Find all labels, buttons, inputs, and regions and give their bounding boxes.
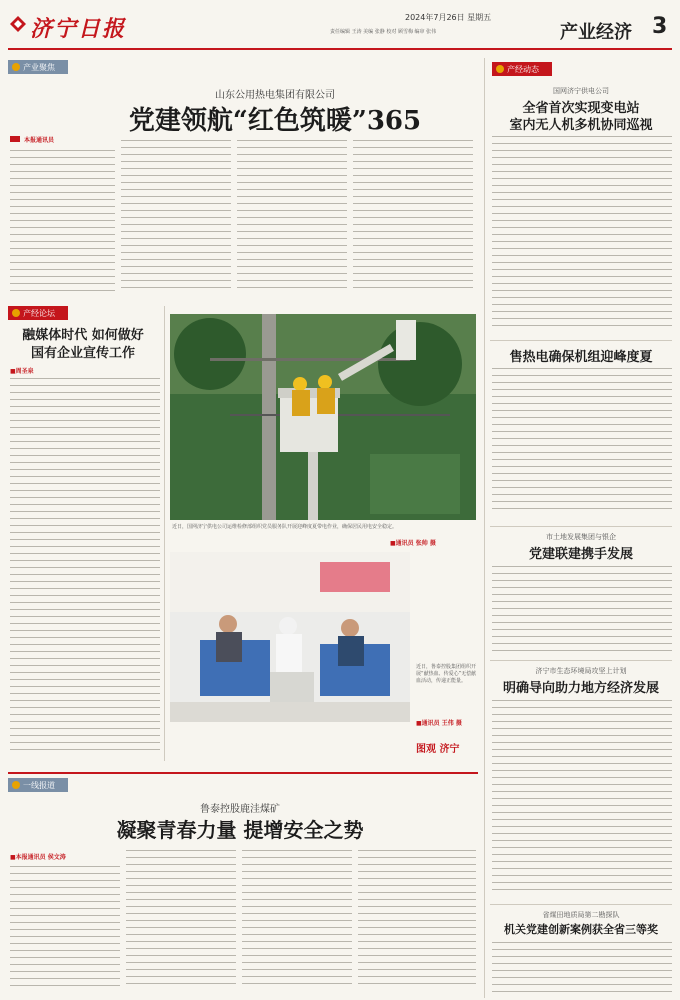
photo1-credit: ■通讯员 张帅 摄	[390, 540, 436, 547]
right-article4-headline: 明确导向助力地方经济发展	[502, 681, 659, 696]
lead-kicker: 山东公用热电集团有限公司	[215, 90, 335, 101]
bottom-headline: 凝聚青春力量 提增安全之势	[116, 818, 364, 842]
photo1-caption: 近日，国网济宁供电公司运维检修部组织党员服务队开展迎峰度夏带电作业，确保居民用电安全稳定。	[172, 524, 398, 530]
lead-col-2	[121, 140, 231, 300]
right-article2-headline: 售热电确保机组迎峰度夏	[509, 350, 653, 365]
lead-byline: 本报通讯员	[24, 137, 55, 144]
power-workers-illustration	[170, 314, 476, 520]
right-article3-kicker: 市土地发展集团与银企	[546, 533, 616, 541]
right-article4-kicker: 济宁市生态环境局攻坚上计划	[535, 667, 627, 675]
lead-col-3	[237, 140, 347, 300]
lead-col-1	[10, 150, 115, 300]
forum-headline-1: 融媒体时代 如何做好	[22, 328, 144, 343]
bottom-kicker: 鲁泰控股鹿洼煤矿	[200, 804, 280, 815]
focus-tag: 产业聚焦	[8, 60, 68, 74]
focus-dot-icon	[12, 63, 20, 71]
dynamics-tag: 产经动态	[492, 62, 552, 76]
photo2-credit: ■通讯员 王伟 摄	[416, 720, 462, 727]
photo-column-signature: 图观 济宁	[416, 744, 460, 755]
forum-divider	[164, 306, 165, 761]
right-article3-body	[492, 566, 672, 656]
lead-col-4	[353, 140, 473, 300]
photo2-caption: 近日，鲁泰控股集团组织开展“献热血、传爱心”无偿献血活动，传递正能量。	[416, 664, 477, 684]
right-article2-body	[492, 368, 672, 518]
bottom-col-2	[126, 850, 236, 996]
right-divider-2	[490, 526, 672, 527]
forum-tag: 产经论坛	[8, 306, 68, 320]
right-article5-kicker: 省煤田地质局第二勘探队	[542, 911, 620, 919]
right-article5-body	[492, 942, 672, 996]
forum-body	[10, 378, 160, 758]
right-article1-headline-2: 室内无人机多机协同巡视	[509, 118, 653, 133]
section-title: 产业经济	[560, 22, 632, 43]
blood-donation-illustration	[170, 552, 410, 722]
photo-power-workers	[170, 314, 476, 520]
right-divider-3	[490, 660, 672, 661]
right-article5-headline: 机关党建创新案例获全省三等奖	[504, 923, 658, 936]
forum-byline: ■周圣泉	[10, 368, 34, 375]
bottom-byline: ■本报通讯员 侯文涛	[10, 854, 66, 861]
forum-headline-2: 国有企业宣传工作	[30, 346, 135, 361]
right-divider-4	[490, 904, 672, 905]
lead-headline: 党建领航“红色筑暖”365	[128, 106, 422, 136]
bottom-col-3	[242, 850, 352, 996]
bottom-col-4	[358, 850, 476, 996]
right-article4-body	[492, 700, 672, 900]
frontline-dot-icon	[12, 781, 20, 789]
right-article3-headline: 党建联建携手发展	[528, 547, 633, 562]
reporter-marker-icon	[10, 136, 20, 142]
column-divider	[484, 58, 485, 998]
paper-logo-icon	[8, 14, 28, 34]
forum-dot-icon	[12, 309, 20, 317]
bottom-col-1	[10, 866, 120, 996]
masthead-rule	[8, 48, 672, 50]
bottom-rule	[8, 772, 478, 774]
right-article1-body	[492, 136, 672, 336]
page-number: 3	[652, 14, 668, 39]
right-divider-1	[490, 340, 672, 341]
staff-line: 责任编辑 王涛 美编 张静 校对 顾雪梅 编审 张伟	[330, 29, 437, 35]
issue-date: 2024年7月26日 星期五	[405, 13, 492, 22]
frontline-tag: 一线报道	[8, 778, 68, 792]
dynamics-dot-icon	[496, 65, 504, 73]
photo-blood-donation	[170, 552, 410, 722]
right-article1-headline-1: 全省首次实现变电站	[522, 101, 640, 116]
right-article1-kicker: 国网济宁供电公司	[553, 87, 609, 95]
paper-name: 济宁日报	[30, 16, 127, 42]
